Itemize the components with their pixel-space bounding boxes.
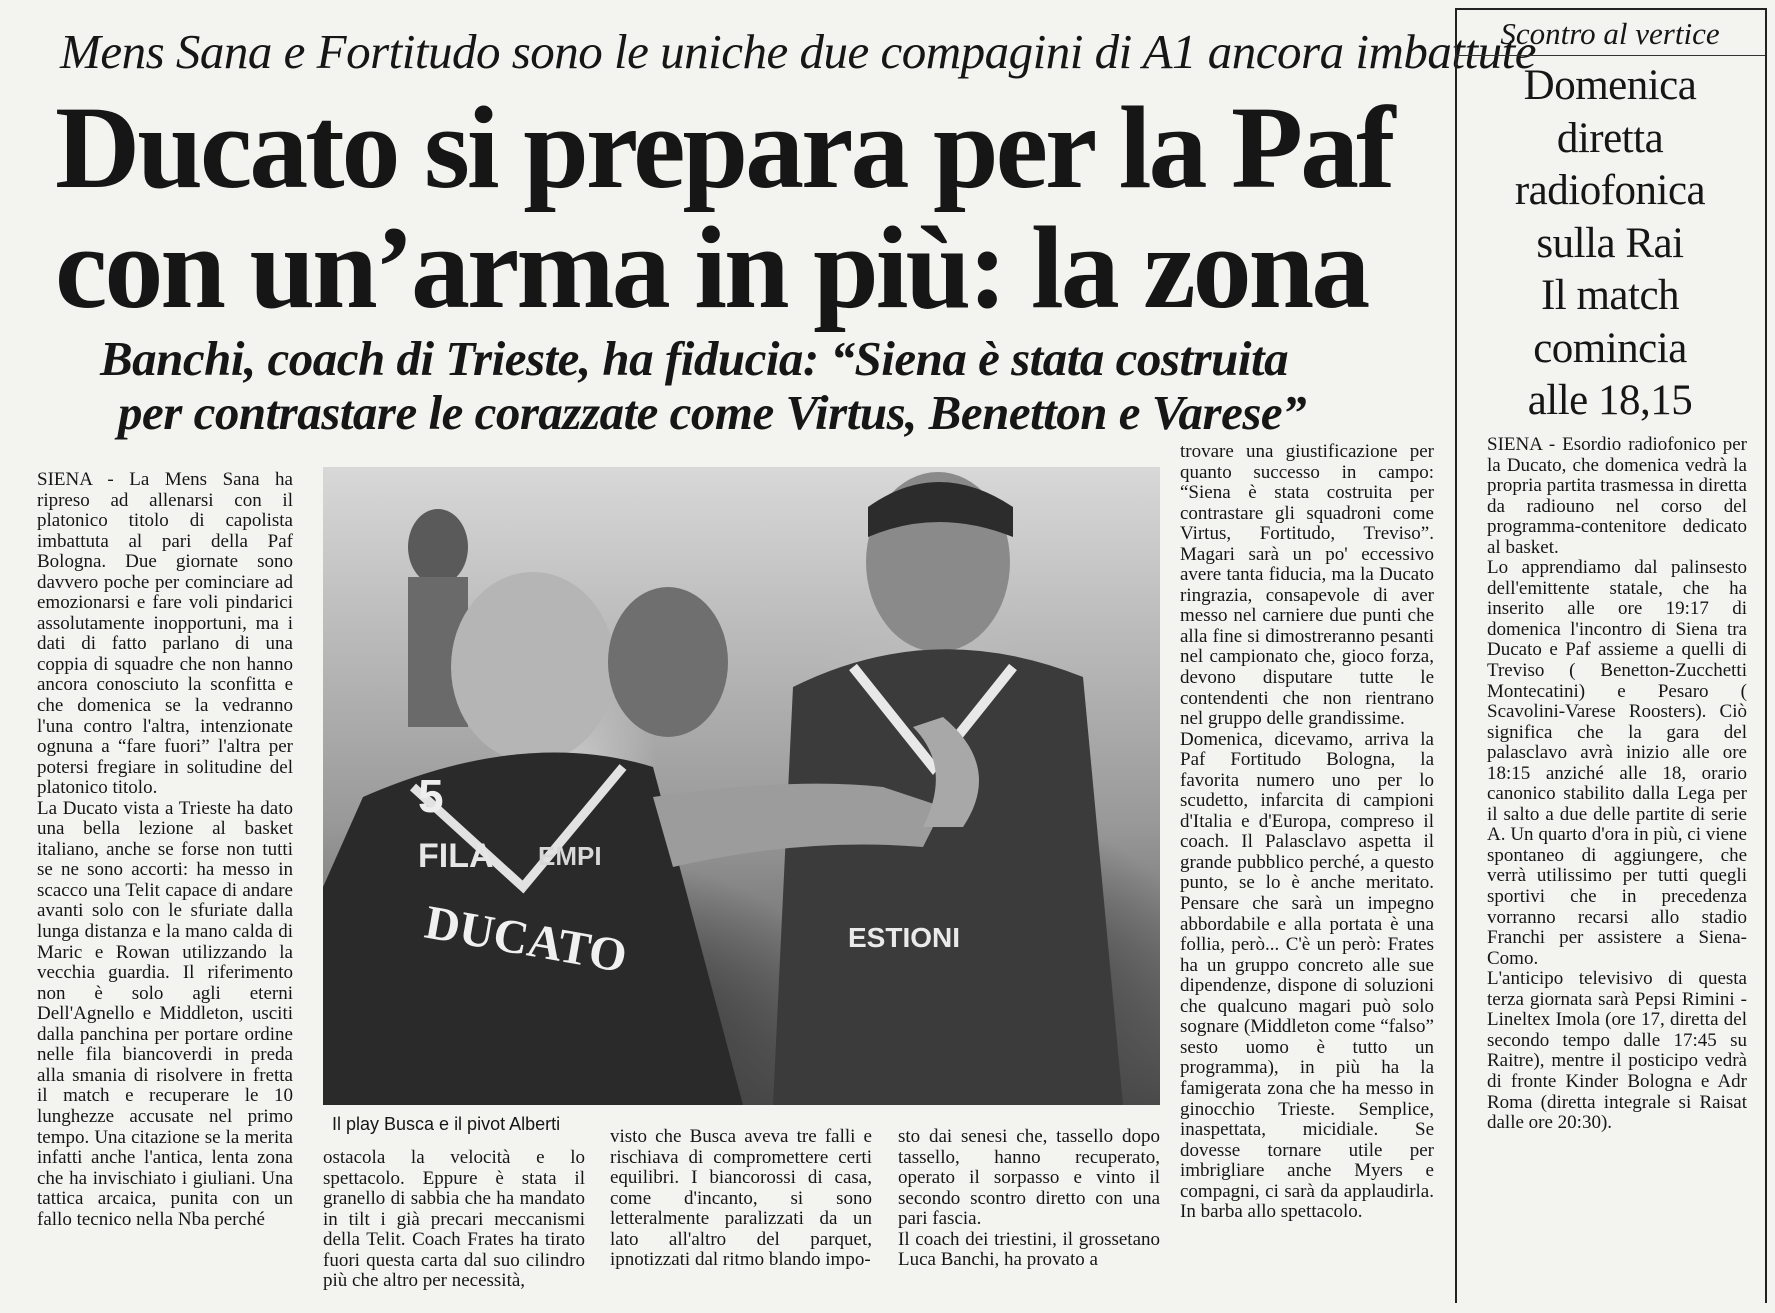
- sidebar-divider: [1457, 55, 1765, 56]
- jersey-number: 5: [418, 770, 444, 822]
- article-photo: [323, 467, 1160, 1105]
- sidebar-title-line: Il match: [1540, 272, 1680, 319]
- sidebar-body: SIENA - Esordio radiofonico per la Ducato, che domenica vedrà la propria partita trasmessa in diretta da radiouno nel corso del programma-contenitore dedicato al basket. Lo apprendiamo dal palinsesto dell'emittente statale, che ha inserito alle ore 19:17 di domenica l'incontro di Siena tra Ducato e Paf assieme a quelli di Treviso ( Benetton-Zucchetti Montecatini) e Pesaro ( Scavolini-Varese Roosters). Ciò significa che la gara del palasclavo avrà inizio alle ore 18:15 anziché alle 18, orario canonico stabilito dalla Lega per il salto a due delle partite di serie A. Un quarto d'ora in più, ci viene spontaneo di aggiungere, che verrà utilissimo per tutti quegli sportivi che in precedenza vorranno recarsi allo stadio Franchi per assistere a Siena-Como. L'anticipo televisivo di questa terza giornata sarà Pepsi Rimini -Lineltex Imola (ore 17, diretta del secondo tempo dalle 17:45 su Raitre), mentre il posticipo vedrà di fronte Kinder Bologna e Adr Roma (diretta integrale si Raisat dalle ore 20:30).: [1487, 435, 1747, 1134]
- jersey-right-text: ESTIONI: [848, 922, 961, 953]
- sidebar-title-line: radiofonica: [1514, 167, 1706, 214]
- deck-line-1: Banchi, coach di Trieste, ha fiducia: “Siena è stata costruita: [100, 331, 1289, 386]
- article-column-1: SIENA - La Mens Sana ha ripreso ad allenarsi con il platonico titolo di capolista imbattuta al pari della Paf Bologna. Due giornate sono davvero poche per cominciare ad emozionarsi e fare voli pindarici assolutamente inopportuni, ma i dati di fatto parlano di una coppia di squadre che non hanno ancora conosciuto la sconfitta e che domenica se la vedranno l'una contro l'altra, intenzionate ognuna a “fare fuori” l'altra per potersi fregiare in solitudine del platonico titolo. La Ducato vista a Trieste ha dato una bella lezione al basket italiano, anche se forse non tutti se ne sono accorti: ha messo in scacco una Telit capace di andare avanti solo con le sfuriate dalla lunga distanza e la mano calda di Maric e Rowan utilizzando la vecchia guardia. Il riferimento non è solo agli eterni Dell'Agnello e Middleton, usciti dalla panchina per portare ordine nelle fila biancoverdi in preda alla smania di risolvere in fretta il match e recuperare le 10 lunghezze accusate nel primo tempo. Una citazione se la merita infatti anche l'antica, lenta zona che ha invischiato i giuliani. Una tattica arcaica, punita con un fallo tecnico nella Nba perché: [37, 470, 293, 1230]
- article-column-5: trovare una giustificazione per quanto successo in campo: “Siena è stata costruita per contrastare gli squadroni come Virtus, Fortitudo, Treviso”. Magari sarà un po' eccessivo avere tanta fiducia, ma la Ducato ringrazia, consapevole di aver messo nel carniere due punti che alla fine si dimostreranno pesanti nel campionato che, gioco forza, devono disputare tutte le contendenti che non rientrano nel gruppo delle grandissime. Domenica, dicevamo, arriva la Paf Fortitudo Bologna, la favorita numero uno per lo scudetto, infarcita di campioni d'Italia e d'Europa, compreso il coach. Il Palasclavo aspetta il grande pubblico perché, a questo punto, se lo è anche meritato. Pensare che sarà un impegno abbordabile e alla portata è una follia, però... C'è un però: Frates ha un gruppo concreto alle sue dipendenze, dispone di soluzioni che qualcuno magari può solo sognare (Middleton come “falso” sesto uomo è tutto un programma), in più ha la famigerata zona che ha messo in ginocchio Trieste. Semplice, inaspettata, micidiale. Se dovesse tornare utile per imbrigliare anche Myers e compagni, ci sarà da applaudirla. In barba allo spettacolo.: [1180, 442, 1434, 1223]
- article-column-2: ostacola la velocità e lo spettacolo. Eppure è stata il granello di sabbia che ha mandato in tilt i già precari meccanismi della Telit. Coach Frates ha tirato fuori questa carta dal suo cilindro più che altro per necessità,: [323, 1148, 585, 1292]
- jersey-small-text: EMPI: [538, 841, 602, 871]
- sidebar-title-line: alle 18,15: [1527, 377, 1693, 424]
- sidebar-title-line: diretta: [1556, 114, 1664, 162]
- jersey-brand: FILA: [418, 837, 494, 875]
- sidebar-title-line: Domenica: [1523, 62, 1697, 109]
- article-column-4: sto dai senesi che, tassello dopo tassello, hanno recuperato, operato il sorpasso e vinto il secondo scontro diretto con una pari fascia. Il coach dei triestini, il grossetano Luca Banchi, ha provato a: [898, 1127, 1160, 1271]
- headline-line-1: Ducato si prepara per la Paf: [55, 82, 1393, 213]
- photo-illustration: [323, 467, 1160, 1105]
- sidebar-title-line: comincia: [1533, 324, 1687, 372]
- article-column-3: visto che Busca aveva tre falli e rischiava di compromettere certi equilibri. I biancorossi di casa, come d'incanto, si sono letteralmente paralizzati da un lato all'altro del parquet, ipnotizzati dal ritmo blando impo-: [610, 1127, 872, 1271]
- sidebar-title: [1460, 60, 1760, 428]
- headline-line-2: con un’arma in più: la zona: [55, 202, 1368, 333]
- sidebar-title-line: sulla Rai: [1536, 219, 1684, 267]
- article-kicker: Mens Sana e Fortitudo sono le uniche due compagini di A1 ancora imbattute: [60, 24, 1536, 79]
- article-deck: [100, 332, 1430, 440]
- photo-caption: Il play Busca e il pivot Alberti: [332, 1114, 561, 1134]
- sidebar-kicker: Scontro al vertice: [1500, 16, 1720, 51]
- deck-line-2: per contrastare le corazzate come Virtus, Benetton e Varese”: [118, 385, 1307, 440]
- article-headline: [55, 82, 1425, 333]
- jersey-sponsor: DUCATO: [421, 895, 631, 984]
